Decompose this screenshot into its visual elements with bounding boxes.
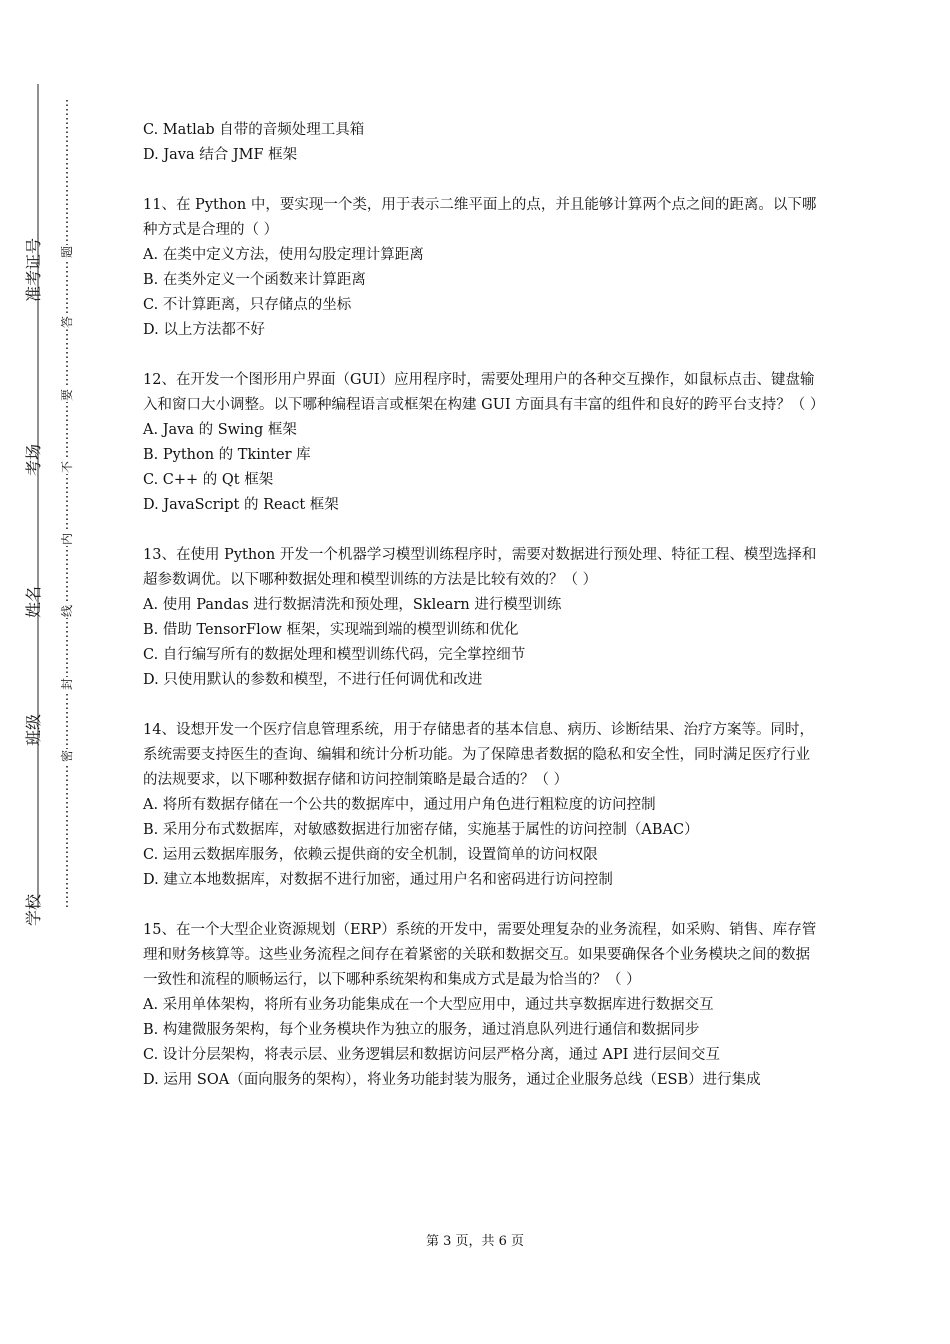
question-13 bbox=[143, 543, 823, 693]
seal-char: 答 bbox=[60, 316, 74, 329]
question-stem: 12、在开发一个图形用户界面（GUI）应用程序时，需要处理用户的各种交互操作，如鼠标点击、键盘输入和窗口大小调整。以下哪种编程语言或框架在构建 GUI 方面具有丰富的组件和良好的跨平台支持？（ ） bbox=[143, 372, 825, 413]
option-b: B. Python 的 Tkinter 库 bbox=[143, 447, 311, 463]
option-d: D. 建立本地数据库，对数据不进行加密，通过用户名和密码进行访问控制 bbox=[143, 872, 613, 888]
question-stem: 14、设想开发一个医疗信息管理系统，用于存储患者的基本信息、病历、诊断结果、治疗方案等。同时，系统需要支持医生的查询、编辑和统计分析功能。为了保障患者数据的隐私和安全性，同时满足医疗行业的法规要求，以下哪种数据存储和访问控制策略是最合适的？（ ） bbox=[143, 722, 814, 788]
question-stem: 15、在一个大型企业资源规划（ERP）系统的开发中，需要处理复杂的业务流程，如采购、销售、库存管理和财务核算等。这些业务流程之间存在着紧密的关联和数据交互。如果要确保各个业务模块之间的数据一致性和流程的顺畅运行，以下哪种系统架构和集成方式是最为恰当的？（ ） bbox=[143, 922, 817, 988]
option-d: D. 以上方法都不好 bbox=[143, 322, 265, 338]
option-d: D. 只使用默认的参数和模型，不进行任何调优和改进 bbox=[143, 672, 483, 688]
class-label: 班级 bbox=[24, 713, 43, 746]
question-stem: 11、在 Python 中，要实现一个类，用于表示二维平面上的点，并且能够计算两个点之间的距离。以下哪种方式是合理的（ ） bbox=[143, 197, 817, 238]
option-d: D. Java 结合 JMF 框架 bbox=[143, 147, 298, 163]
name-label: 姓名 bbox=[24, 585, 43, 618]
school-label: 学校 bbox=[24, 893, 43, 926]
option-c: C. 自行编写所有的数据处理和模型训练代码，完全掌控细节 bbox=[143, 647, 526, 663]
option-c: C. 运用云数据库服务，依赖云提供商的安全机制，设置简单的访问权限 bbox=[143, 847, 598, 863]
question-11 bbox=[143, 193, 823, 343]
seal-char: 线 bbox=[60, 605, 74, 618]
option-b: B. 构建微服务架构，每个业务模块作为独立的服务，通过消息队列进行通信和数据同步 bbox=[143, 1022, 700, 1038]
option-c: C. 不计算距离，只存储点的坐标 bbox=[143, 297, 352, 313]
option-a: A. 使用 Pandas 进行数据清洗和预处理，Sklearn 进行模型训练 bbox=[143, 597, 562, 613]
question-14 bbox=[143, 718, 823, 893]
option-b: B. 采用分布式数据库，对敏感数据进行加密存储，实施基于属性的访问控制（ABAC） bbox=[143, 822, 699, 838]
binding-margin bbox=[0, 0, 100, 1344]
seal-char: 内 bbox=[60, 533, 74, 546]
option-a: A. 在类中定义方法，使用勾股定理计算距离 bbox=[143, 247, 424, 263]
question-15 bbox=[143, 918, 823, 1093]
seal-char: 不 bbox=[60, 461, 74, 474]
exam-room-label: 考场 bbox=[24, 443, 43, 476]
option-a: A. 将所有数据存储在一个公共的数据库中，通过用户角色进行粗粒度的访问控制 bbox=[143, 797, 656, 813]
exam-id-label: 准考证号 bbox=[24, 237, 43, 302]
seal-char: 要 bbox=[60, 389, 74, 402]
seal-char: 题 bbox=[60, 246, 74, 259]
seal-char: 密 bbox=[60, 750, 74, 763]
question-list bbox=[143, 118, 823, 1118]
option-c: C. C++ 的 Qt 框架 bbox=[143, 472, 274, 488]
question-stem: 13、在使用 Python 开发一个机器学习模型训练程序时，需要对数据进行预处理、特征工程、模型选择和超参数调优。以下哪种数据处理和模型训练的方法是比较有效的？（ ） bbox=[143, 547, 817, 588]
option-c: C. 设计分层架构，将表示层、业务逻辑层和数据访问层严格分离，通过 API 进行层间交互 bbox=[143, 1047, 720, 1063]
option-c: C. Matlab 自带的音频处理工具箱 bbox=[143, 122, 365, 138]
option-a: A. Java 的 Swing 框架 bbox=[143, 422, 297, 438]
option-b: B. 在类外定义一个函数来计算距离 bbox=[143, 272, 366, 288]
seal-char: 封 bbox=[60, 678, 74, 691]
option-a: A. 采用单体架构，将所有业务功能集成在一个大型应用中，通过共享数据库进行数据交互 bbox=[143, 997, 714, 1013]
question-12 bbox=[143, 368, 823, 518]
option-d: D. JavaScript 的 React 框架 bbox=[143, 497, 339, 513]
question-10-continued bbox=[143, 118, 823, 168]
option-b: B. 借助 TensorFlow 框架，实现端到端的模型训练和优化 bbox=[143, 622, 519, 638]
option-d: D. 运用 SOA（面向服务的架构），将业务功能封装为服务，通过企业服务总线（ESB）进行集成 bbox=[143, 1072, 761, 1088]
page-number: 第 3 页，共 6 页 bbox=[425, 1234, 525, 1249]
